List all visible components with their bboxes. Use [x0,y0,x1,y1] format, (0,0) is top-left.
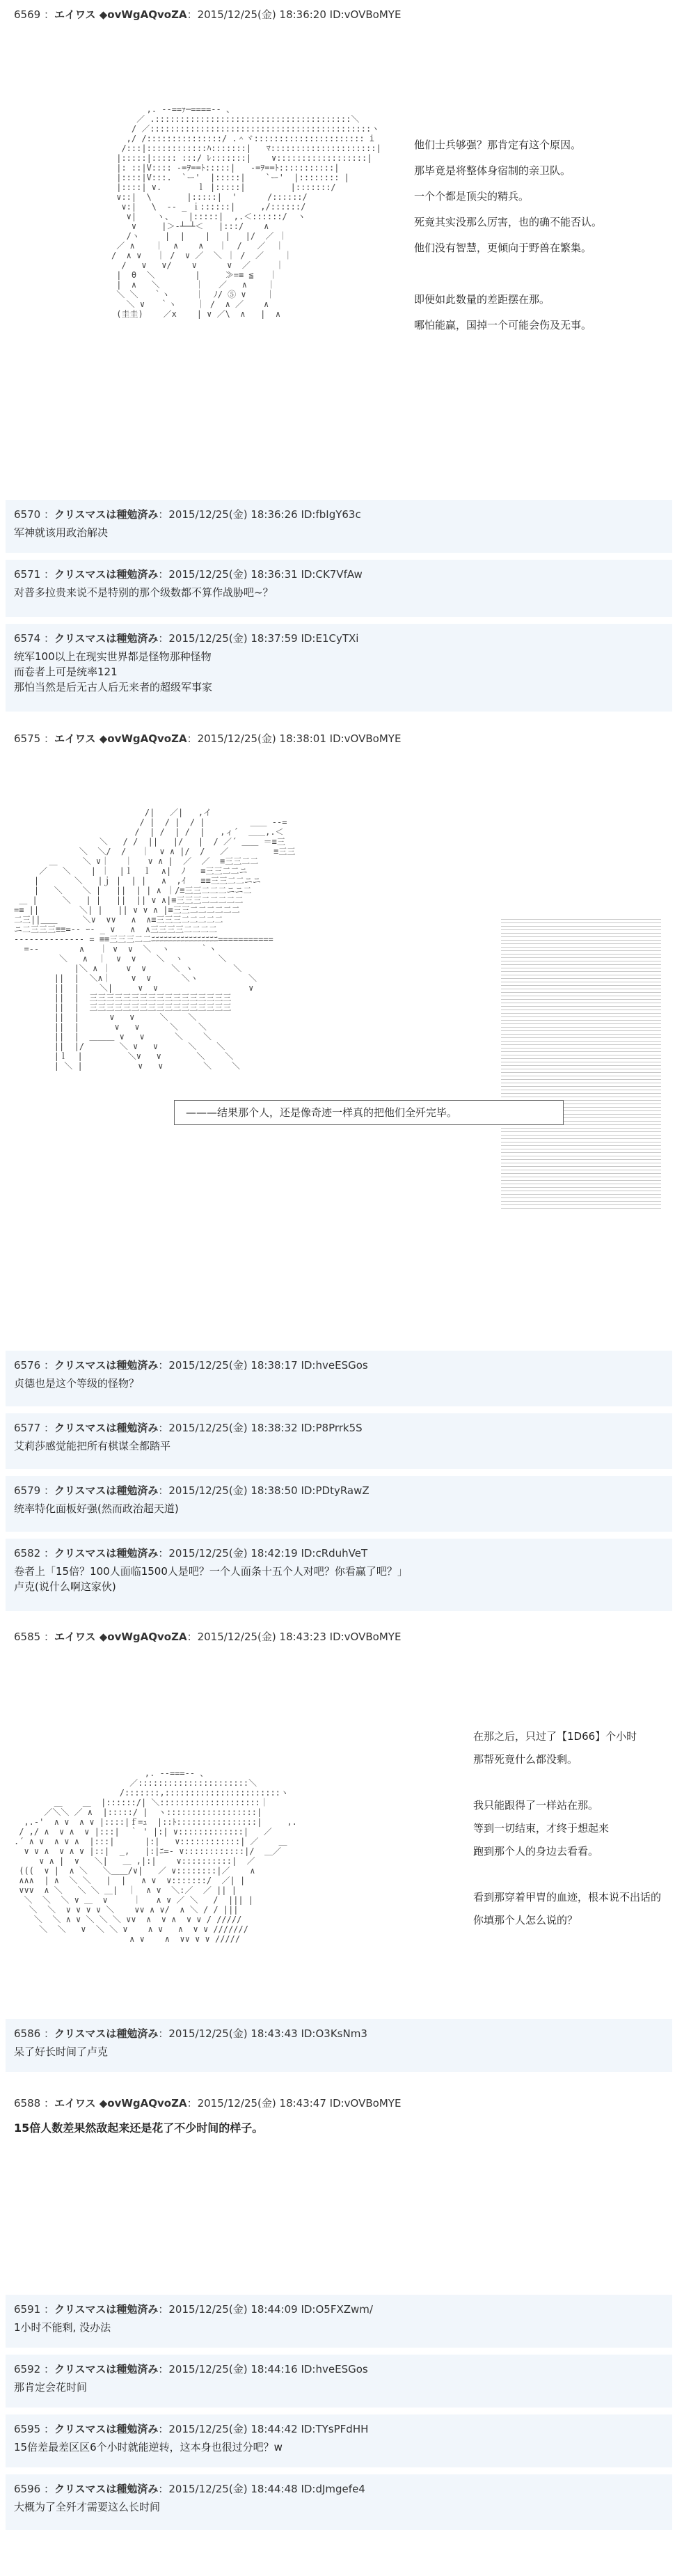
post-body: 大概为了全歼才需要这么长时间 [14,2501,161,2513]
post-6596 [6,2474,672,2530]
poster-name: クリスマスは種勉済み [54,632,159,645]
post-number[interactable]: 6571 [14,568,41,581]
post-6579 [6,1476,672,1532]
post-6586 [6,2019,672,2072]
post-meta: 2015/12/25(金) 18:36:20 ID:vOVBoMYE [197,8,402,21]
ascii-art-aftermath: ,. -‐===‐- 、 ／::::::::::::::::::::::＼ /:::::::,:::::::::::::::::::::::ヽ ＿ ＿ |::::::/| ＼::::::::::::::::::::｜ ／＼＼ ／ ∧ |:::::/ | ヽ::::::::::::::::::| ,.‐' ∧ ∨ ∧ ∨ |::::|ｆ=ｭ |::ﾄ::::::::::::::::| ,. / ,/ ∧ ∨ ∧ ∨ |:::| ｀ ' |:| ∨:::::::::::::| ／ .´ ∧ ∨ ∧ ∨ ∧ |:::| |:| ∨::::::::::::| ／ ＿ ∨ ∨ ∧ ∨ ∧ ∨ |::| _, |:|ﾆ=‐ ∨::::::::::::|/ ＿／ ∨ ∧ | ∨ ＼| ＿ ,|:| ∨::::::::::| ／ ((( ∨ | ∧ ＼ ＼＿＿/∨| ／ ∨::::::::|／ ∧ ∧∧∧ | ∧ ＼ ＼ | | ∧ ∨ ∨:::::::/ ／| | ∨∨∨ ∧ ＼ ＼ ＼ ＿| ｜ ∧ ∨ ＼:／ ／ || | ＼ ＼ ＼ ∨ ＿ ∨ ｜ ∧ ∨ ／ ＼ / ||| | ＼ ＼ ∨ ∨ ∨ ∨ ＼ ∨∨ ∧ ∨/ ∧ ＼ / / ||| ＼ ＼ ∧ ∨ ＼ ＼ ＼ ∨∨ ∧ ∨ ∧ ∨ ∨ / ///// ＼ ＼ ∨ ＼ ＼ ∨ ∧ ∨ ∧ ∨ ∨ /////// ∧ ∨ ∧ ∨∨ ∨ ∨ ///// [14,1768,297,1944]
poster-name: クリスマスは種勉済み [54,1422,159,1434]
post-header: 6571 ：クリスマスは種勉済み：2015/12/25(金) 18:36:31 ID:CK7VfAw [14,568,363,581]
post-header: 6592 ：クリスマスは種勉済み：2015/12/25(金) 18:44:16 ID:hveESGos [14,2363,368,2375]
poster-name: クリスマスは種勉済み [54,1484,159,1497]
post-header: 6570 ：クリスマスは種勉済み：2015/12/25(金) 18:36:26 ID:fbIgY63c [14,508,361,521]
post-body: 那肯定会花时间 [14,2381,88,2394]
post-header: 6575 ：エイワス ◆ovWgAQvoZA：2015/12/25(金) 18:38:01 ID:vOVBoMYE [14,732,402,745]
post-meta: 2015/12/25(金) 18:44:16 ID:hveESGos [168,2363,368,2375]
post-header: 6582 ：クリスマスは種勉済み：2015/12/25(金) 18:42:19 ID:cRduhVeT [14,1547,368,1560]
post-6588 [6,2089,672,2151]
poster-name: クリスマスは種勉済み [54,1547,159,1560]
post-number[interactable]: 6585 [14,1631,41,1643]
post-header: 6569 ：エイワス ◆ovWgAQvoZA：2015/12/25(金) 18:36:20 ID:vOVBoMYE [14,8,402,21]
post-header: 6585 ：エイワス ◆ovWgAQvoZA：2015/12/25(金) 18:43:23 ID:vOVBoMYE [14,1631,402,1643]
post-body: 贞德也是这个等级的怪物？ [14,1377,140,1390]
post-body: 15倍人数差果然敌起来还是花了不少时间的样子。 [14,2121,264,2135]
post-number[interactable]: 6579 [14,1484,41,1497]
post-meta: 2015/12/25(金) 18:37:59 ID:E1CyTXi [168,632,359,645]
post-meta: 2015/12/25(金) 18:43:47 ID:vOVBoMYE [197,2097,402,2110]
post-header: 6579 ：クリスマスは種勉済み：2015/12/25(金) 18:38:50 ID:PDtyRawZ [14,1484,370,1497]
poster-name: クリスマスは種勉済み [54,2303,159,2316]
post-number[interactable]: 6577 [14,1422,41,1434]
post-header: 6574 ：クリスマスは種勉済み：2015/12/25(金) 18:37:59 ID:E1CyTXi [14,632,359,645]
post-body: 艾莉莎感觉能把所有棋谋全都踏平 [14,1440,171,1452]
post-body: 军神就该用政治解决 [14,526,109,539]
post-meta: 2015/12/25(金) 18:43:23 ID:vOVBoMYE [197,1631,402,1643]
post-number[interactable]: 6591 [14,2303,41,2316]
post-6592 [6,2355,672,2408]
post-meta: 2015/12/25(金) 18:36:31 ID:CK7VfAw [168,568,363,581]
poster-name: クリスマスは種勉済み [54,1359,159,1372]
post-6577 [6,1413,672,1469]
post-number[interactable]: 6574 [14,632,41,645]
post-6595 [6,2414,672,2467]
post-body: 15倍差最差区区6个小时就能逆转，这本身也很过分吧？w [14,2441,283,2453]
post-meta: 2015/12/25(金) 18:38:50 ID:PDtyRawZ [168,1484,370,1497]
poster-name: エイワス ◆ovWgAQvoZA [54,1631,187,1643]
post-header: 6595 ：クリスマスは種勉済み：2015/12/25(金) 18:44:42 ID:TYsPFdHH [14,2423,369,2435]
poster-name: クリスマスは種勉済み [54,2027,159,2040]
post-number[interactable]: 6582 [14,1547,41,1560]
post-number[interactable]: 6596 [14,2483,41,2495]
post-meta: 2015/12/25(金) 18:42:19 ID:cRduhVeT [168,1547,368,1560]
poster-name: クリスマスは種勉済み [54,2483,159,2495]
post-header: 6596 ：クリスマスは種勉済み：2015/12/25(金) 18:44:48 ID:dJmgefe4 [14,2483,365,2495]
post-number[interactable]: 6586 [14,2027,41,2040]
post-meta: 2015/12/25(金) 18:38:32 ID:P8Prrk5S [168,1422,363,1434]
post-header: 6586 ：クリスマスは種勉済み：2015/12/25(金) 18:43:43 ID:O3KsNm3 [14,2027,367,2040]
post-meta: 2015/12/25(金) 18:44:42 ID:TYsPFdHH [168,2423,369,2435]
post-6591 [6,2295,672,2348]
post-meta: 2015/12/25(金) 18:43:43 ID:O3KsNm3 [168,2027,367,2040]
post-number[interactable]: 6576 [14,1359,41,1372]
post-6576 [6,1351,672,1406]
narration-text: 他们士兵够强？那肯定有这个原因。 那毕竟是将整体身宿制的亲卫队。 一个个都是顶尖的精兵。 死竟其实没那么厉害，也的确不能否认。 他们没有智慧，更倾向于野兽在繁集。 即便如此数量的差距摆在那。 哪怕能赢，国掉一个可能会伤及无事。 [414,139,603,331]
poster-name: クリスマスは種勉済み [54,2423,159,2435]
post-meta: 2015/12/25(金) 18:36:26 ID:fbIgY63c [168,508,361,521]
post-6571 [6,560,672,617]
post-6574 [6,624,672,712]
poster-name: エイワス ◆ovWgAQvoZA [54,732,187,745]
post-header: 6576 ：クリスマスは種勉済み：2015/12/25(金) 18:38:17 ID:hveESGos [14,1359,368,1372]
ascii-art-figure: ,. -‐==ｧ─====‐- 、 ／ .:::::::::::::::::::::::::::::::::::::::＼ / ／::::::::::::::::::::::::::::::::::::::::::::ヽ ,/ /:::::::::::::::/ .＾ヾ:::::::::::::::::::::: i /:::|::::::::::::ﾊ:::::::| ﾏ:::::::::::::::::::::| |:::::|::::: :::/ ﾚ:::::::| ∨::::::::::::::::::| |: ::|V:::: -=ｦ==ﾄ:::::| -=ｦ==ﾄ:::::::::::| |::::|V:::. `ー' |:::::| `ー' |:::::::: | |::::| ∨. ｌ |:::::| |:::::::/ ∨::| \ |:::::| ' /::::::/ ∨:| \ ‐- _ ｉ::::::| ,/::::::/ ∨| ヽ、 |:::::| ,.＜::::::/ ヽ ∨ |＞‐┴─┴＜ |:::/ ∧ /ヽ | | | | |/ ／ ｜ ／ ∧ ｜ ∧ ∧ ｜ / ／ ｜ / ∧ ∨ ｜ / ∨ ／ ＼ ｜ / ／ ｜ / ∨ ∨/ ∨ ∨ ／ ｜ | θ ＼ | ≫=≡ ≦ ｜ | ∧ ＼ ｜ ／ ∧ ｜ ＼ ＼ ｀ヽ ｜ ﾉ/ ⑤ ∨ ｜ ＼ ∨ ｀ヽ ｜ / ∧ ／ ∧ (圭圭) ／x | ∨ ／\ ∧ | ∧ [111,104,381,319]
caption-text: ———结果那个人，还是像奇迹一样真的把他们全歼完毕。 [186,1106,458,1119]
post-number[interactable]: 6595 [14,2423,41,2435]
poster-name: クリスマスは種勉済み [54,2363,159,2375]
post-body: 统军100以上在现实世界都是怪物那种怪物 而卷者上可是统率121 那怕当然是后无古人后无来者的超级军事家 [14,650,213,693]
poster-name: クリスマスは種勉済み [54,568,159,581]
post-6582 [6,1539,672,1611]
post-body: 对普多拉贵来说不是特别的那个级数都不算作战胁吧~？ [14,586,273,599]
post-body: 呆了好长时间了卢克 [14,2045,109,2058]
poster-name: エイワス ◆ovWgAQvoZA [54,8,187,21]
post-body: 卷者上「15倍？100人面临1500人是吧？一个人面条十五个人对吧？你看赢了吧？」 卢克(说什么啊这家伙) [14,1565,408,1593]
post-meta: 2015/12/25(金) 18:38:17 ID:hveESGos [168,1359,368,1372]
narration-text: 在那之后，只过了【1D66】个小时 那帮死竟什么都没剩。 我只能跟得了一样站在那。 等到一切结束，才终于想起来 跑到那个人的身边去看看。 看到那穿着甲胄的血迹，根本说不出话的 你填那个人怎么说的？ [473,1730,662,1926]
post-meta: 2015/12/25(金) 18:44:48 ID:dJmgefe4 [168,2483,365,2495]
poster-name: クリスマスは種勉済み [54,508,159,521]
poster-name: エイワス ◆ovWgAQvoZA [54,2097,187,2110]
ascii-art-battle-scene: /| ／| ,イ / | / | / | ＿＿ -‐= / | / | / | ,ィ´ ＿＿,.＜ ＼ / / || |/ | / ／´ ＿＿ ＝≡三 ＼ ＼/ / ｜ ∨ ∧ |/ / ／ ≡三三 ＿ ＼ ∨｜ ｜ ∨ ∧ | ／ ／ ≡三三二二 ／ ＼ | ｜ |ｌ ｌ ∧| ﾉ ≡三三二二ニ | ＼ |ｊ | | | ∧ ,ｲ ≡≡三三二二ニニ | ＼ ＼ | || | | ∧ ｜/≡三三二二二ニニ二 ＿ | ＼ | | || || ∨ ∧|≡三三三二二二二二 =≡ || ＼| | || ∨ ∨ ∧ |≡三三二二二二二二 二三||＿＿ ＼∨ ∨∨ ∧ ∧≡三三三二二二二二 ニ二三三三≡≡=-‐ ｰ- _ ∨ ∧ ∧三三三三二二二二 -------------- = ≡≡三三三二二ﾆﾆﾆﾆﾆﾆﾆﾆﾆﾆﾆﾆﾆﾆﾆﾆ=========== =-‐ ∧ ｜ ∨ ∨ ＼ ヽ ｀ヽ ＼ ∧ ｜ ∨ ∨ ＼ ヽ ＼ |＼ ∧ ｜ ∨ ∨ ＼ ヽ ＼ || | ＼∧｜ ∨ ∨ ＼ヽ ＼ || | ＼| ∨ ∨ ∨ || | 三三三三三三三三三三三三三三三三三 || | 三三三三三三三三三三三三三三三三三 || | ∨ ∨ ＼ ＼ || | ∨ ∨ ＼ ＼ || | ＿＿＿ ∨ ∨ ＼ ＼ || |/ ＼ ∨ ∨ ＼ ＼ |ｌ | ＼∨ ∨ ＼ ＼ | ＼ | ∨ ∨ ＼ ＼ [14,808,296,1071]
post-meta: 2015/12/25(金) 18:38:01 ID:vOVBoMYE [197,732,402,745]
post-header: 6588 ：エイワス ◆ovWgAQvoZA：2015/12/25(金) 18:43:47 ID:vOVBoMYE [14,2097,402,2110]
caption-box [174,1100,564,1125]
post-number[interactable]: 6569 [14,8,41,21]
post-header: 6577 ：クリスマスは種勉済み：2015/12/25(金) 18:38:32 ID:P8Prrk5S [14,1422,363,1434]
post-number[interactable]: 6570 [14,508,41,521]
post-body: 1小时不能剩, 没办法 [14,2321,111,2334]
post-number[interactable]: 6588 [14,2097,41,2110]
hatched-area [501,919,661,1211]
post-header: 6591 ：クリスマスは種勉済み：2015/12/25(金) 18:44:09 ID:O5FXZwm/ [14,2303,373,2316]
post-body: 统率特化面板好强(然而政治超天道) [14,1502,179,1515]
post-meta: 2015/12/25(金) 18:44:09 ID:O5FXZwm/ [168,2303,373,2316]
post-number[interactable]: 6592 [14,2363,41,2375]
post-6570 [6,500,672,553]
post-number[interactable]: 6575 [14,732,41,745]
